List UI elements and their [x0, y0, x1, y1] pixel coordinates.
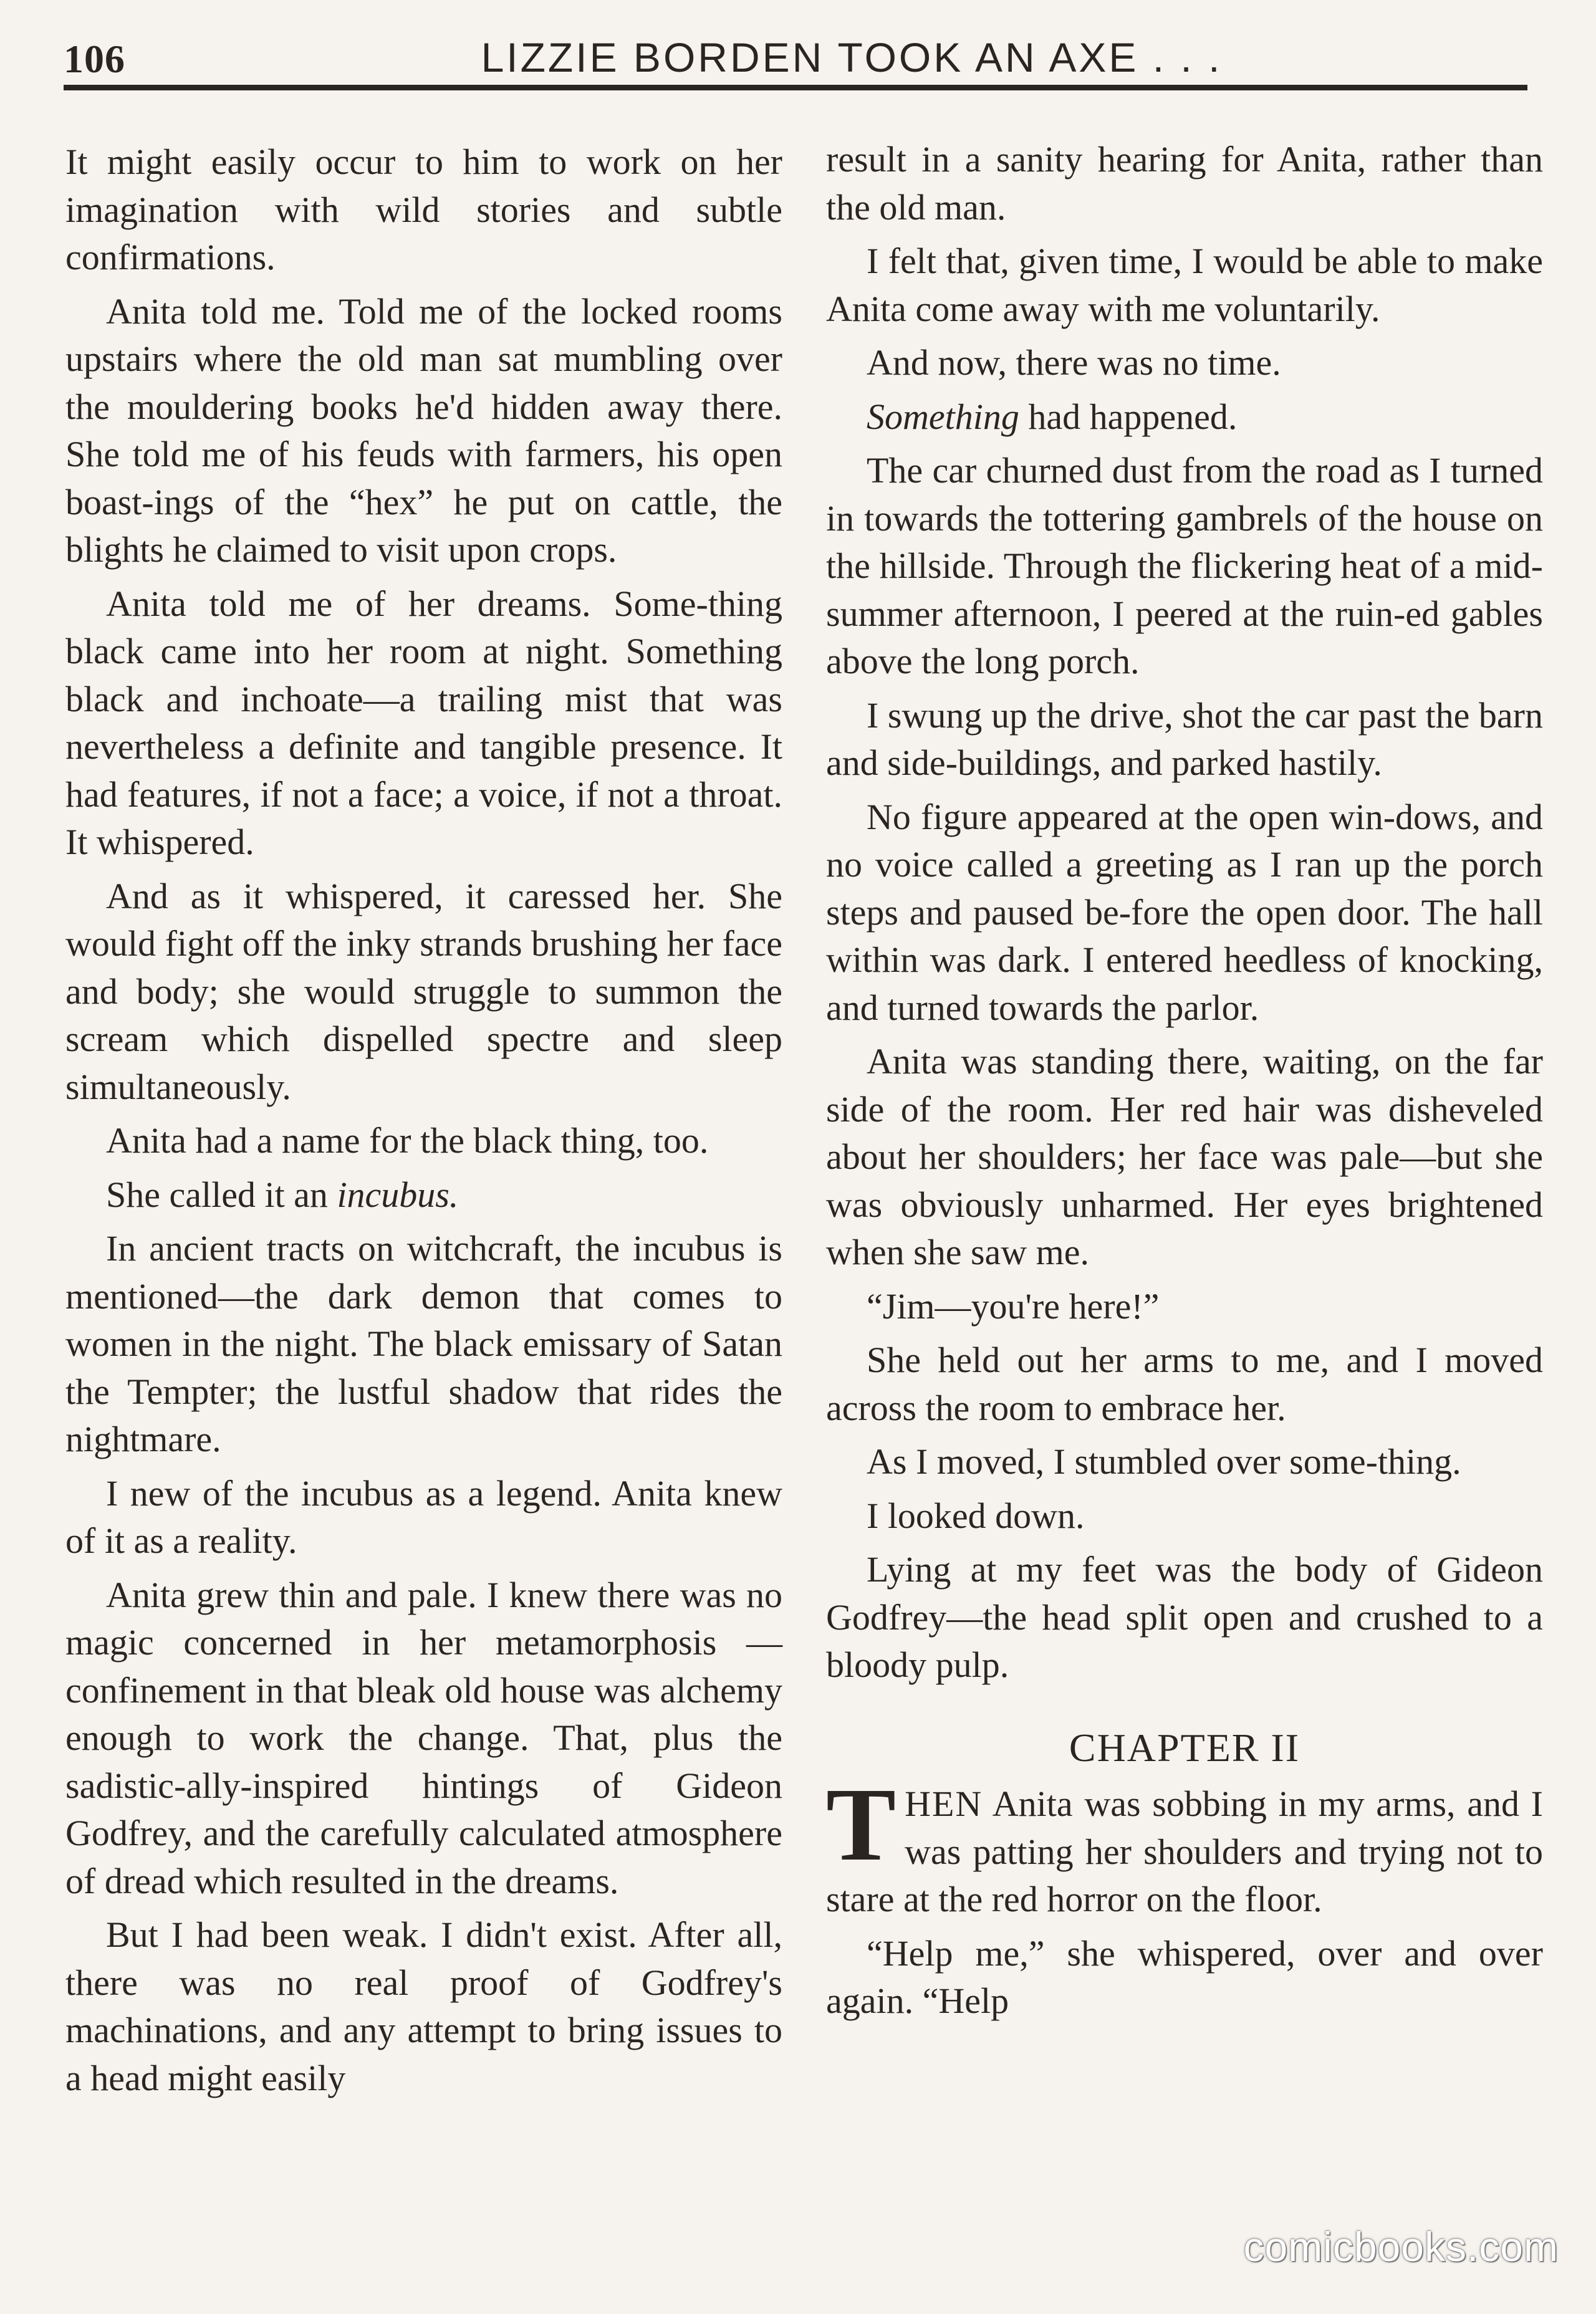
- paragraph: “Jim—you're here!”: [867, 1285, 1160, 1327]
- paragraph: In ancient tracts on witchcraft, the incubus is mentioned—the dark demon that comes to women in the night. The black emissary of Satan the Tempter; the lustful shadow that rides the nightmare.: [65, 1228, 782, 1459]
- small-caps-run: HEN: [905, 1784, 983, 1824]
- paragraph: I new of the incubus as a legend. Anita knew of it as a reality.: [65, 1472, 782, 1561]
- text-run: She called it an: [106, 1174, 328, 1215]
- paragraph: It might easily occur to him to work on her imagination with wild stories and subtle confirmations.: [65, 142, 782, 277]
- paragraph: Lying at my feet was the body of Gideon Godfrey—the head split open and crushed to a bloody pulp.: [826, 1549, 1543, 1685]
- text-run: Anita was sobbing in my arms, and I was patting her shoulders and trying not to stare at the red horror on the floor.: [826, 1784, 1543, 1919]
- drop-cap: T: [826, 1767, 897, 1883]
- italic-word: incubus.: [337, 1174, 459, 1215]
- chapter-opening-paragraph: [826, 1767, 1543, 1924]
- italic-word: Something: [867, 396, 1019, 437]
- running-title: LIZZIE BORDEN TOOK AN AXE . . .: [481, 34, 1223, 80]
- paragraph: But I had been weak. I didn't exist. After all, there was no real proof of Godfrey's machinations, and any attempt to bring issues to a head might easily: [65, 1914, 782, 2098]
- paragraph: [65, 1171, 782, 1219]
- paragraph: Anita told me of her dreams. Some-thing black came into her room at night. Something black and inchoate—a trailing mist that was nevertheless a definite and tangible presence. It had features, if not a face; a voice, if not a throat. It whispered.: [65, 583, 782, 862]
- paragraph: [826, 393, 1543, 441]
- paragraph: She held out her arms to me, and I moved across the room to embrace her.: [826, 1340, 1543, 1428]
- paragraph: And as it whispered, it caressed her. She would fight off the inky strands brushing her face and body; she would struggle to summon the scream which dispelled spectre and sleep simultaneously.: [65, 875, 782, 1107]
- paragraph: Anita told me. Told me of the locked rooms upstairs where the old man sat mumbling over the mouldering books he'd hidden away there. She told me of his feuds with farmers, his open boast-ings of the “hex” he put on cattle, the blights he claimed to visit upon crops.: [65, 290, 782, 570]
- left-column: [65, 138, 782, 2108]
- paragraph: No figure appeared at the open win-dows, and no voice called a greeting as I ran up the porch steps and paused be-fore the open door. The hall within was dark. I entered heedless of knocking, and turned towards the parlor.: [826, 796, 1543, 1028]
- chapter-heading: CHAPTER II: [1069, 1725, 1300, 1770]
- page-number: 106: [64, 37, 125, 81]
- paragraph: Anita grew thin and pale. I knew there was no magic concerned in her metamorphosis — confinement in that bleak old house was alchemy enough to work the change. That, plus the sadistic-ally-inspired hintings of Gideon Godfrey, and the carefully calculated atmosphere of dread which resulted in the dreams.: [65, 1574, 782, 1901]
- paragraph: I swung up the drive, shot the car past the barn and side-buildings, and parked hastily.: [826, 694, 1543, 783]
- paragraph: Anita had a name for the black thing, too.: [106, 1120, 709, 1161]
- watermark: comicbooks.com: [1243, 2224, 1559, 2270]
- paragraph: Anita was standing there, waiting, on the far side of the room. Her red hair was disheveled about her shoulders; her face was pale—but she was obviously unharmed. Her eyes brightened when she saw me.: [826, 1041, 1543, 1272]
- paragraph: “Help me,” she whispered, over and over again. “Help: [826, 1932, 1543, 2021]
- paragraph: I felt that, given time, I would be able to make Anita come away with me voluntarily.: [826, 241, 1543, 329]
- paragraph: And now, there was no time.: [867, 342, 1281, 383]
- page-header: [64, 17, 1527, 90]
- right-column: [826, 136, 1543, 2032]
- paragraph: result in a sanity hearing for Anita, rather than the old man.: [826, 139, 1543, 228]
- text-run: had happened.: [1028, 396, 1238, 437]
- paragraph: As I moved, I stumbled over some-thing.: [867, 1441, 1461, 1482]
- paragraph: I looked down.: [867, 1495, 1085, 1536]
- paragraph: The car churned dust from the road as I turned in towards the tottering gambrels of the house on the hillside. Through the flickering heat of a mid-summer afternoon, I peered at the ruin-ed gables above the long porch.: [826, 450, 1543, 681]
